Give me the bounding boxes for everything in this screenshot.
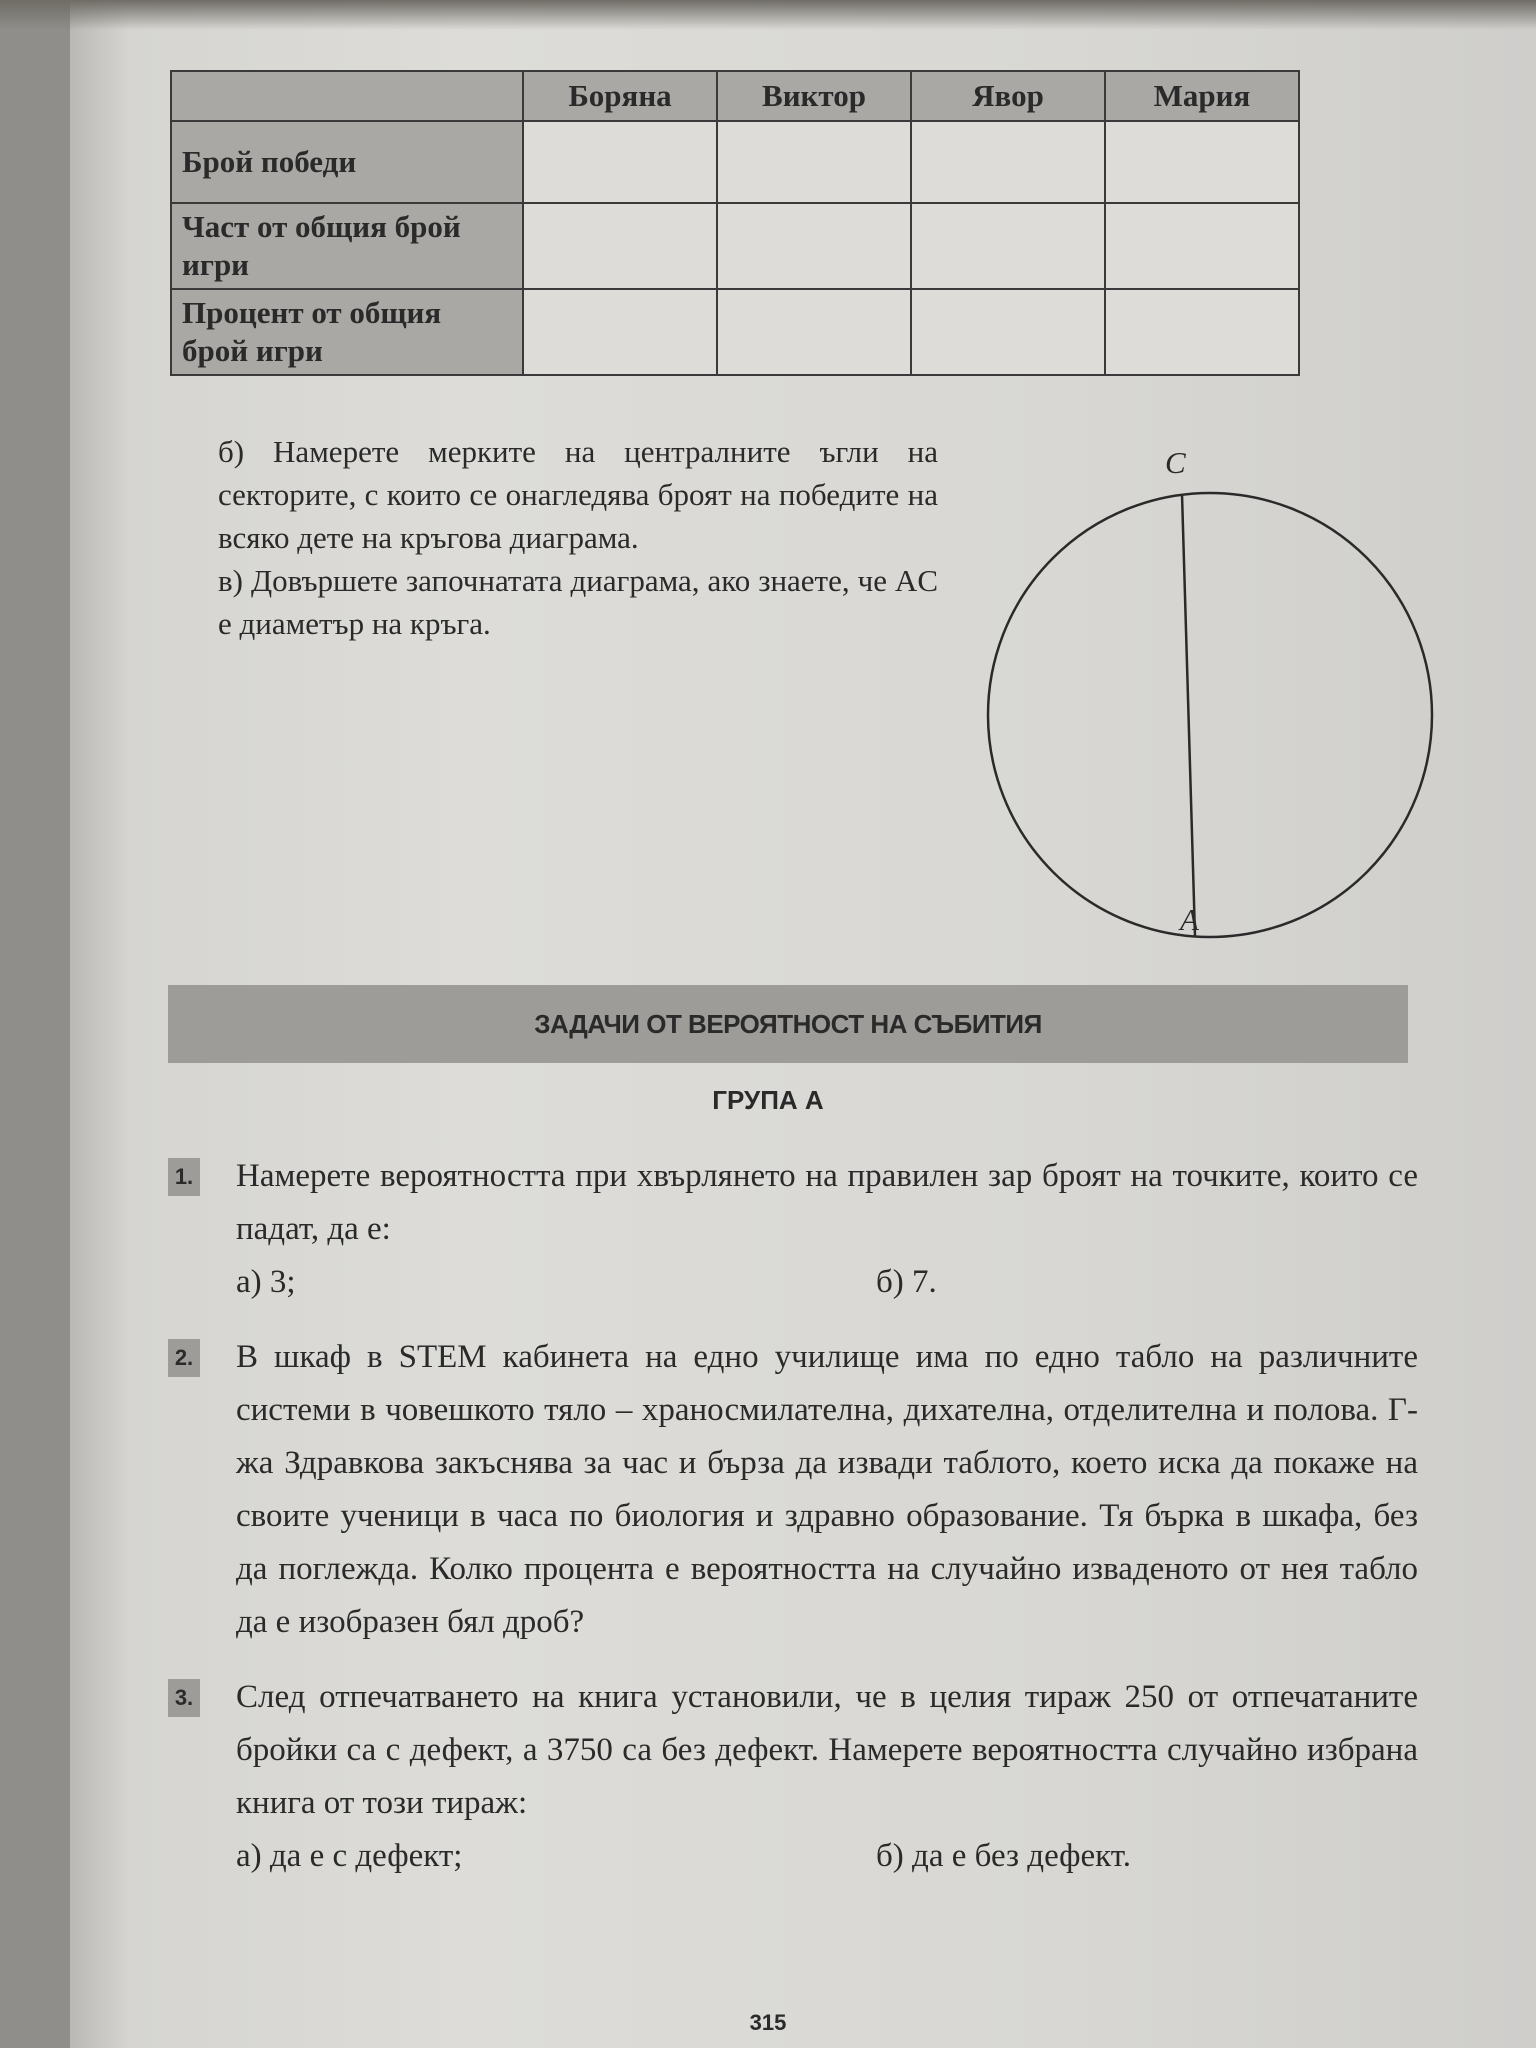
page-shadow [0,0,1536,30]
table-cell [1105,121,1299,203]
table-cell [717,203,911,289]
part-c-text: в) Довършете започнатата диаграма, ако знаете, че AC е диаметър на кръга. [218,563,938,641]
point-a-label: A [1180,902,1199,937]
problem-number: 3. [168,1679,200,1717]
section-title: ЗАДАЧИ ОТ ВЕРОЯТНОСТ НА СЪБИТИЯ [168,985,1408,1063]
problem-3 [168,1671,1418,1883]
table-cell [1105,289,1299,375]
table-cell [911,289,1105,375]
table-header-row [171,71,1299,121]
part-b-text: б) Намерете мерките на централните ъгли на секторите, с които се онагледява броят на победите на всяко дете на кръгова диаграма. [218,434,938,555]
problem-text: След отпечатването на книга установили, че в целия тираж 250 от отпечатаните бройки са с дефект, а 3750 са без дефект. Намерете вероятността случайно избрана книга от този тираж: [236,1679,1418,1821]
table-corner-cell [171,71,523,121]
column-header: Явор [911,71,1105,121]
problem-list [168,1150,1418,1905]
table-cell [717,289,911,375]
table-cell [523,289,717,375]
table-row [171,203,1299,289]
problem-1 [168,1150,1418,1309]
column-header: Мария [1105,71,1299,121]
circle-outline [988,493,1432,937]
table-cell [911,121,1105,203]
table-cell [523,203,717,289]
option-b: б) да е без дефект. [876,1838,1131,1874]
pie-diagram-circle [975,480,1445,950]
column-header: Виктор [717,71,911,121]
wins-table [170,70,1300,376]
exercise-parts [218,430,938,645]
problem-2 [168,1331,1418,1649]
point-c-label: C [1165,445,1186,480]
problem-text: В шкаф в STEM кабинета на едно училище има по едно табло на различните системи в човешкото тяло – храносмилателна, дихателна, отделителна и полова. Г-жа Здравкова закъснява за час и бърза да извади таблото, което иска да покаже на своите ученици в часа по биология и здравно образование. Тя бърка в шкафа, без да поглежда. Колко процента е вероятността на случайно изваденото от нея табло да е изобразен бял дроб? [236,1339,1418,1640]
diameter-ac [1182,494,1195,936]
problem-number: 1. [168,1158,200,1196]
table-cell [717,121,911,203]
option-a: а) да е с дефект; [236,1838,463,1874]
row-label: Брой победи [171,121,523,203]
row-label: Процент от общия брой игри [171,289,523,375]
row-label: Част от общия брой игри [171,203,523,289]
table-row [171,289,1299,375]
table-cell [911,203,1105,289]
table-cell [523,121,717,203]
group-title: ГРУПА А [712,1085,824,1115]
table-row [171,121,1299,203]
option-b: б) 7. [876,1264,937,1300]
problem-text: Намерете вероятността при хвърлянето на правилен зар броят на точките, които се падат, да е: [236,1158,1418,1247]
table-cell [1105,203,1299,289]
column-header: Боряна [523,71,717,121]
problem-number: 2. [168,1339,200,1377]
page-number: 315 [749,2010,787,2035]
option-a: а) 3; [236,1264,296,1300]
